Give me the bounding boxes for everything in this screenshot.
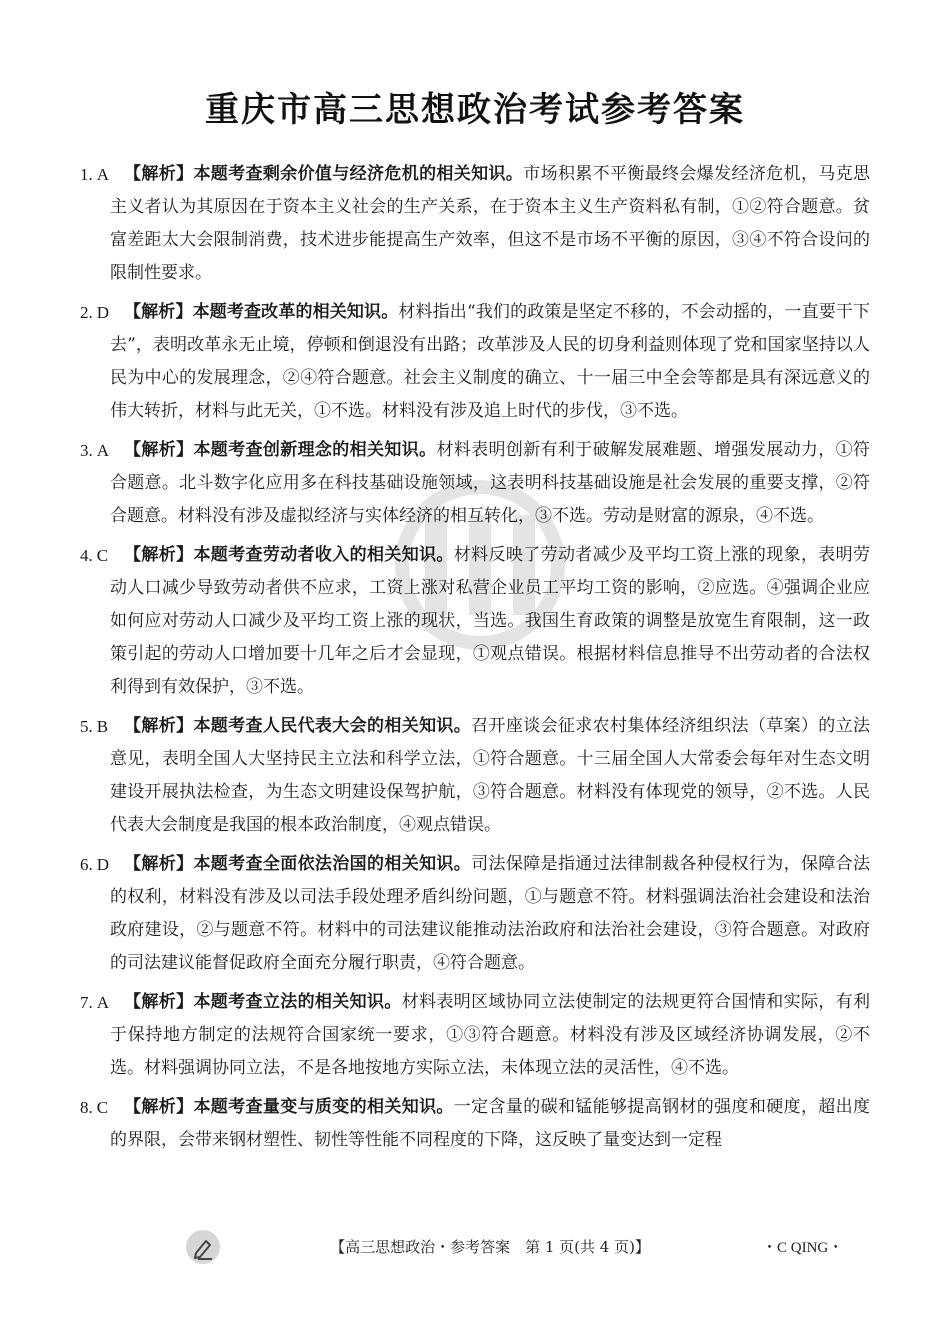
answer-item (80, 296, 870, 428)
answer-number: 2. D (80, 303, 110, 322)
answer-number: 4. C (80, 546, 109, 565)
answer-body: 召开座谈会征求农村集体经济组织法（草案）的立法意见，表明全国人大坚持民主立法和科学立法，①符合题意。十三届全国人大常委会每年对生态文明建设开展执法检查，为生态文明建设保驾护航，③符合题意。材料没有体现党的领导，②不选。人民代表大会制度是我国的根本政治制度，④观点错误。 (110, 716, 871, 835)
answer-number: 8. C (80, 1098, 109, 1117)
answer-topic: 本题考查创新理念的相关知识。 (193, 440, 437, 460)
answer-number: 7. A (80, 993, 110, 1012)
answer-body: 材料表明区域协同立法使制定的法规更符合国情和实际，有利于保持地方制定的法规符合国家统一要求，①③符合题意。材料没有涉及区域经济协调发展，②不选。材料强调协同立法，不是各地按地方实际立法，未体现立法的灵活性，④不选。 (110, 992, 871, 1078)
answer-explanation (110, 710, 870, 842)
analysis-label: 【解析】 (124, 716, 194, 736)
analysis-label: 【解析】 (124, 545, 194, 565)
footer-page-info: 【高三思想政治・参考答案 第 1 页(共 4 页)】 (330, 1238, 650, 1256)
answer-item (80, 158, 870, 290)
analysis-label: 【解析】 (124, 302, 193, 322)
answer-explanation (110, 848, 870, 980)
analysis-label: 【解析】 (124, 440, 194, 460)
pencil-icon (186, 1230, 220, 1264)
answer-topic: 本题考查人民代表大会的相关知识。 (193, 716, 472, 736)
answer-explanation (110, 434, 870, 533)
answer-item (80, 710, 870, 842)
page-footer (0, 1230, 950, 1266)
answer-number: 3. A (80, 441, 110, 460)
answer-explanation (110, 986, 870, 1085)
answer-item (80, 1091, 870, 1157)
answer-item (80, 434, 870, 533)
answer-topic: 本题考查全面依法治国的相关知识。 (193, 854, 472, 874)
answer-topic: 本题考查量变与质变的相关知识。 (193, 1097, 454, 1117)
answer-explanation (110, 539, 870, 704)
answer-body: 一定含量的碳和锰能够提高钢材的强度和硬度，超出度的界限，会带来钢材塑性、韧性等性能不同程度的下降，这反映了量变达到一定程 (110, 1097, 871, 1150)
answer-explanation (110, 158, 870, 290)
answer-list (80, 158, 870, 1163)
answer-body: 材料表明创新有利于破解发展难题、增强发展动力，①符合题意。北斗数字化应用多在科技基础设施领域，这表明科技基础设施是社会发展的重要支撑，②符合题意。材料没有涉及虚拟经济与实体经济的相互转化，③不选。劳动是财富的源泉，④不选。 (110, 440, 871, 526)
answer-number: 6. D (80, 855, 110, 874)
answer-number: 5. B (80, 717, 109, 736)
answer-body: 司法保障是指通过法律制裁各种侵权行为，保障合法的权利，材料没有涉及以司法手段处理矛盾纠纷问题，①与题意不符。材料强调法治社会建设和法治政府建设，②与题意不符。材料中的司法建议能推动法治政府和法治社会建设，③符合题意。对政府的司法建议能督促政府全面充分履行职责，④符合题意。 (110, 854, 871, 973)
answer-item (80, 539, 870, 704)
page-title: 重庆市高三思想政治考试参考答案 (205, 90, 745, 130)
answer-body: 材料指出“我们的政策是坚定不移的，不会动摇的，一直要干下去”，表明改革永无止境，停顿和倒退没有出路；改革涉及人民的切身利益则体现了党和国家坚持以人民为中心的发展理念，②④符合题意。社会主义制度的确立、十一届三中全会等都是具有深远意义的伟大转折，材料与此无关，①不选。材料没有涉及追上时代的步伐，③不选。 (110, 302, 871, 421)
analysis-label: 【解析】 (124, 992, 194, 1012)
answer-item (80, 986, 870, 1085)
footer-code: ・C QING・ (762, 1240, 844, 1256)
answer-explanation (110, 1091, 870, 1157)
answer-body: 材料反映了劳动者减少及平均工资上涨的现象，表明劳动人口减少导致劳动者供不应求，工资上涨对私营企业员工平均工资的影响，②应选。④强调企业应如何应对劳动人口减少及平均工资上涨的现状，当选。我国生育政策的调整是放宽生育限制，这一政策引起的劳动人口增加要十几年之后才会显现，①观点错误。根据材料信息推导不出劳动者的合法权利得到有效保护，③不选。 (110, 545, 871, 697)
answer-explanation (110, 296, 870, 428)
answer-body: 市场积累不平衡最终会爆发经济危机，马克思主义者认为其原因在于资本主义社会的生产关系，在于资本主义生产资料私有制，①②符合题意。贫富差距太大会限制消费，技术进步能提高生产效率，但这不是市场不平衡的原因，③④不符合设问的限制性要求。 (110, 164, 871, 283)
answer-item (80, 848, 870, 980)
analysis-label: 【解析】 (124, 164, 194, 184)
answer-number: 1. A (80, 165, 110, 184)
answer-topic: 本题考查劳动者收入的相关知识。 (193, 545, 454, 565)
analysis-label: 【解析】 (124, 1097, 194, 1117)
answer-topic: 本题考查剩余价值与经济危机的相关知识。 (193, 164, 524, 184)
answer-topic: 本题考查立法的相关知识。 (193, 992, 402, 1012)
answer-topic: 本题考查改革的相关知识。 (192, 302, 399, 322)
analysis-label: 【解析】 (124, 854, 194, 874)
